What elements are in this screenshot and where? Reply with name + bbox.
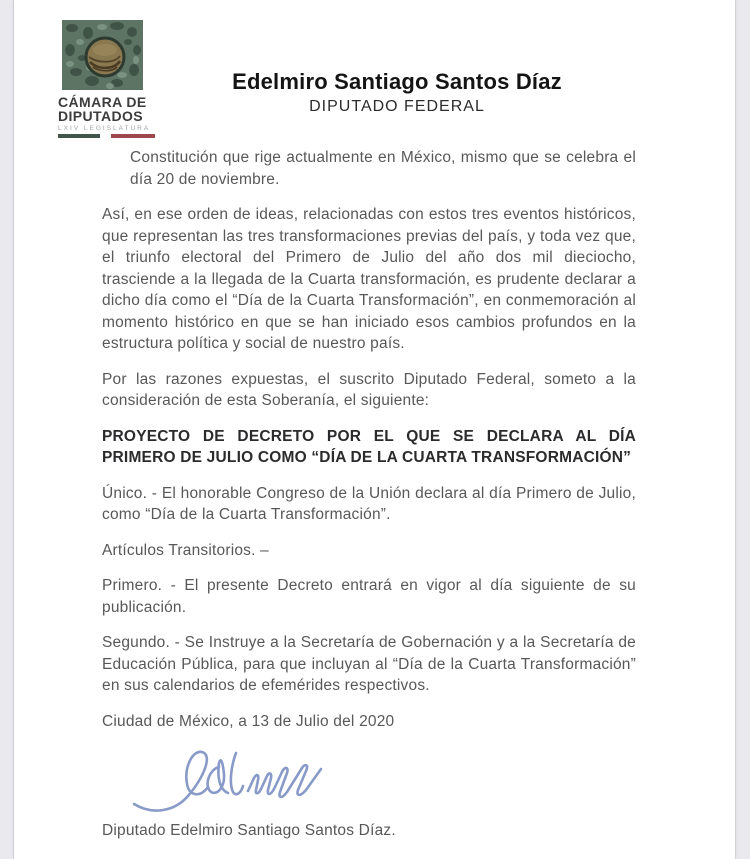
signer-name: Diputado Edelmiro Santiago Santos Díaz.: [102, 822, 396, 839]
letterhead: [174, 69, 620, 116]
article-unico: Único. - El honorable Congreso de la Unión declara al día Primero de Julio, como “Día de la Cuarta Transformación”.: [102, 484, 636, 523]
logo-title-line2: DIPUTADOS: [58, 108, 144, 124]
transitorio-segundo: Segundo. - Se Instruye a la Secretaría de Gobernación y a la Secretaría de Educación Pública, para que incluyan al “Día de la Cuarta Transformación” en sus calendarios de efemérides respectivos.: [102, 634, 636, 694]
signature: [130, 746, 636, 820]
camara-de-diputados-logo: [58, 20, 158, 139]
logo-legislature-label: LXIV LEGISLATURA: [58, 125, 151, 132]
deputy-name-title: Edelmiro Santiago Santos Díaz: [232, 69, 562, 94]
deputy-role-title: DIPUTADO FEDERAL: [309, 98, 485, 115]
paragraph-proposal: Por las razones expuestas, el suscrito Diputado Federal, someto a la consideración de esta Soberanía, el siguiente:: [102, 370, 636, 409]
paragraph-continuation: Constitución que rige actualmente en México, mismo que se celebra el día 20 de noviembre.: [130, 149, 636, 188]
document-body: [102, 147, 636, 856]
flag-bars-icon: [58, 134, 155, 139]
dateline: Ciudad de México, a 13 de Julio del 2020: [102, 712, 395, 730]
logo-title-line1: CÁMARA DE: [58, 94, 147, 110]
transitorios-heading: Artículos Transitorios. –: [102, 541, 269, 559]
photo-edge-left: [0, 0, 14, 859]
document-page: [14, 0, 735, 859]
transitorio-primero: Primero. - El presente Decreto entrará en vigor al día siguiente de su publicación.: [102, 577, 636, 616]
coat-of-arms-icon: [62, 20, 143, 90]
decree-title: PROYECTO DE DECRETO POR EL QUE SE DECLARA AL DÍA PRIMERO DE JULIO COMO “DÍA DE LA CUARTA TRANSFORMACIÓN”: [102, 427, 636, 466]
paragraph-reasoning: Así, en ese orden de ideas, relacionadas con estos tres eventos históricos, que representan las tres transformaciones previas del país, y toda vez que, el triunfo electoral del Primero de Julio del año dos mil dieciocho, trasciende a la llegada de la Cuarta transformación, es prudente declarar a dicho día como el “Día de la Cuarta Transformación”, en conmemoración al momento histórico en que se han iniciado esos cambios profundos en la estructura política y social de nuestro país.: [102, 206, 636, 352]
handwritten-signature-icon: [130, 746, 335, 818]
photo-edge-right: [735, 0, 750, 859]
